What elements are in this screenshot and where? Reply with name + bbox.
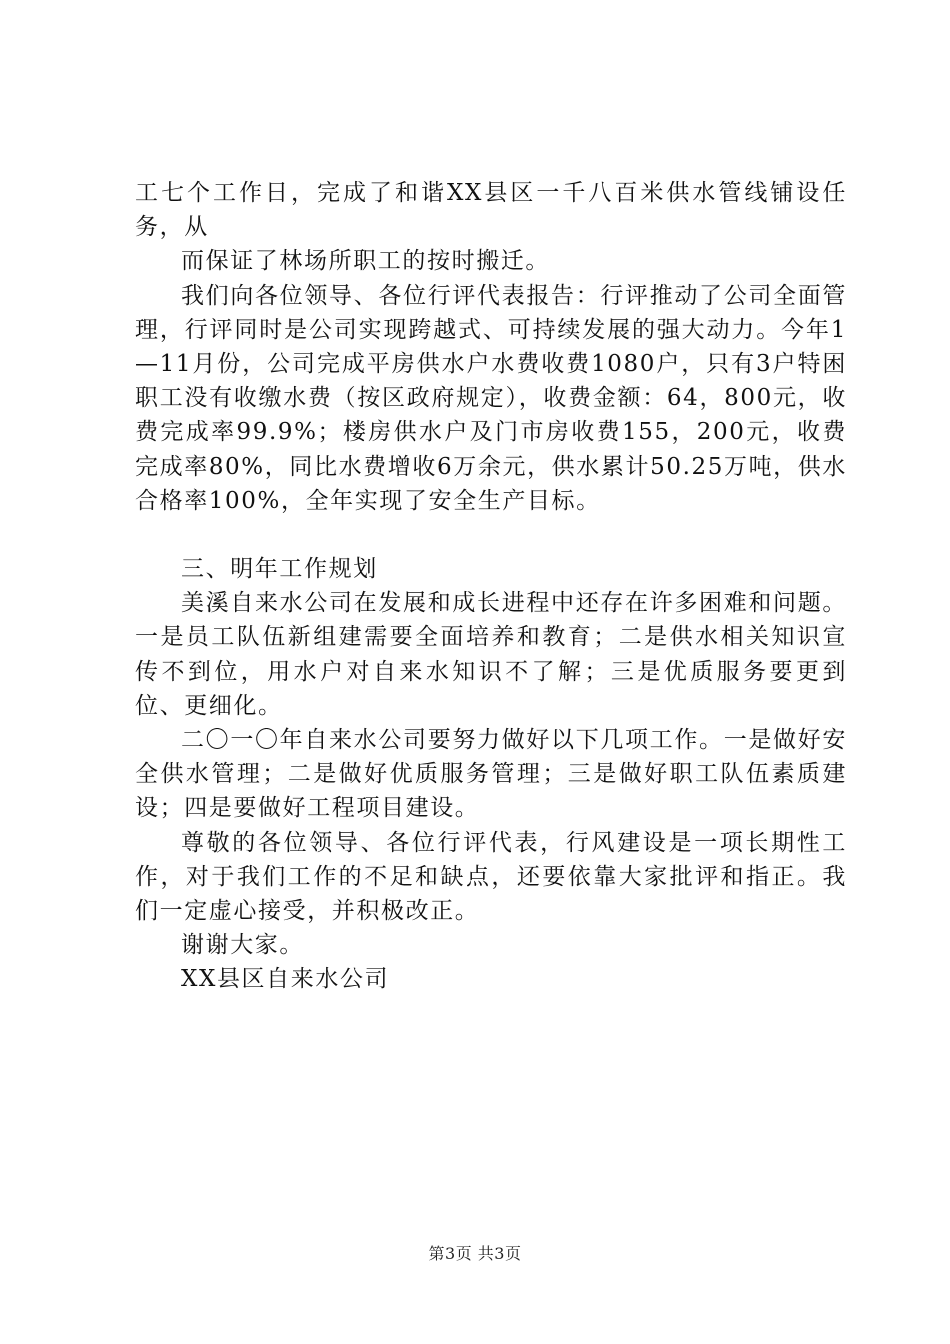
section-heading: 三、明年工作规划	[181, 556, 378, 583]
paragraph-closing: 尊敬的各位领导、各位行评代表，行风建设是一项长期性工作，对于我们工作的不足和缺点，还要依靠大家批评和指正。我们一定虚心接受，并积极改正。	[135, 829, 847, 925]
paragraph-relocation: 而保证了林场所职工的按时搬迁。	[181, 248, 550, 275]
paragraph-problems: 美溪自来水公司在发展和成长进程中还存在许多困难和问题。一是员工队伍新组建需要全面培养和教育；二是供水相关知识宣传不到位，用水户对自来水知识不了解；三是优质服务要更到位、更细化。	[135, 590, 847, 719]
document-body	[135, 176, 847, 997]
paragraph-thanks: 谢谢大家。	[181, 932, 304, 959]
signature-company: XX县区自来水公司	[181, 966, 390, 993]
paragraph-spacer	[135, 518, 847, 552]
paragraph-continued: 工七个工作日，完成了和谐XX县区一千八百米供水管线铺设任务，从	[135, 180, 847, 241]
paragraph-report: 我们向各位领导、各位行评代表报告：行评推动了公司全面管理，行评同时是公司实现跨越式、可持续发展的强大动力。今年1—11月份，公司完成平房供水户水费收费1080户，只有3户特困职工没有收缴水费（按区政府规定），收费金额：64，800元，收费完成率99.9%；楼房供水户及门市房收费155，200元，收费完成率80%，同比水费增收6万余元，供水累计50.25万吨，供水合格率100%，全年实现了安全生产目标。	[135, 282, 847, 514]
paragraph-plan: 二〇一〇年自来水公司要努力做好以下几项工作。一是做好安全供水管理；二是做好优质服务管理；三是做好职工队伍素质建设；四是要做好工程项目建设。	[135, 727, 847, 822]
page-number-footer: 第3页 共3页	[428, 1244, 522, 1263]
